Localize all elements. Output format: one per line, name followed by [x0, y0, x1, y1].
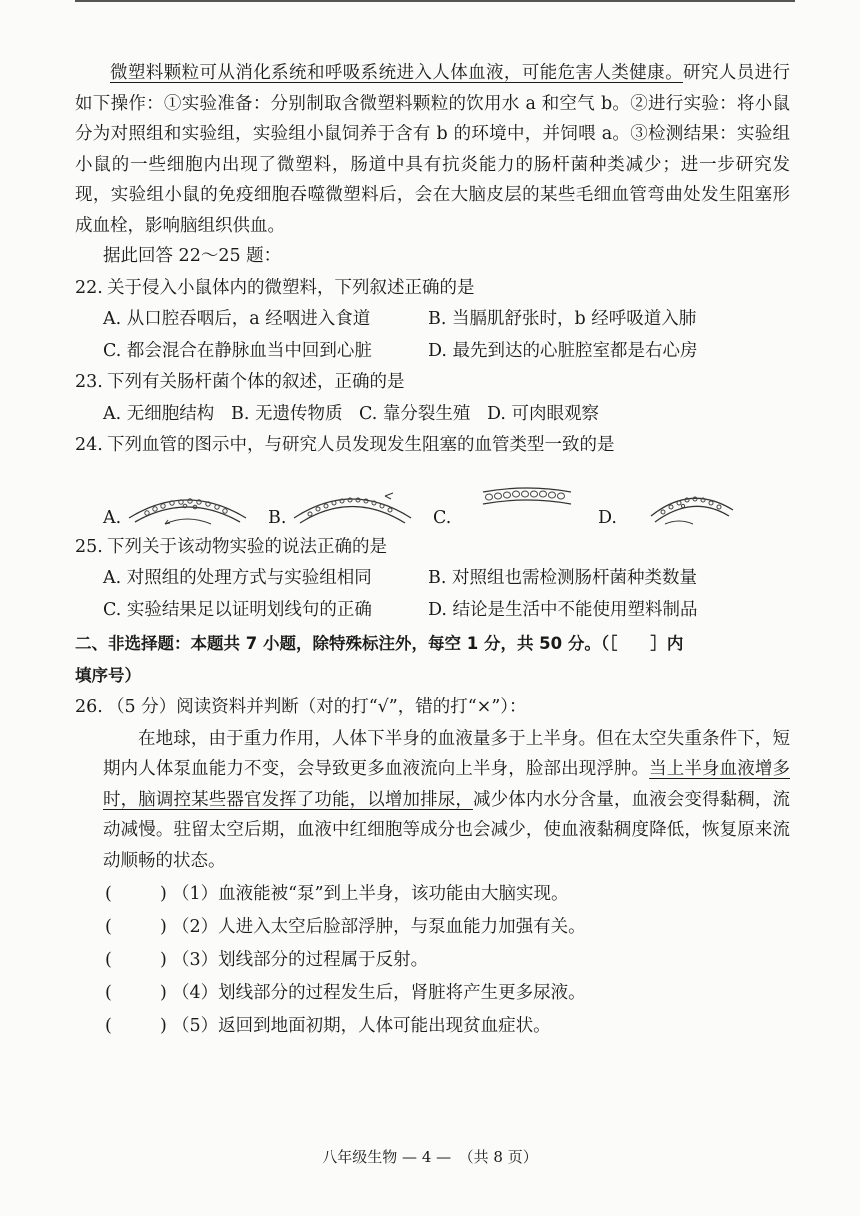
- question-23: [75, 367, 790, 399]
- judge-item-3: [75, 944, 790, 977]
- answer-paren-close: ): [160, 1016, 167, 1036]
- vessel-option-a: [103, 478, 268, 528]
- passage: [75, 58, 790, 241]
- page-footer: 八年级生物 — 4 — （共 8 页）: [322, 1148, 538, 1166]
- vessel-b-figure: [290, 478, 415, 528]
- answer-paren-open[interactable]: (: [105, 950, 112, 970]
- option-a: A. 从口腔吞咽后，a 经咽进入食道: [103, 309, 371, 329]
- q26-passage-underlined: 当上半身血液增多时，脑调控某些器官发挥了功能，以增加排尿，: [103, 759, 791, 810]
- judge-item-4: [75, 977, 790, 1010]
- options-row: [75, 399, 790, 431]
- q26-passage: [103, 724, 790, 877]
- passage-text: 研究人员进行如下操作：①实验准备：分别制取含微塑料颗粒的饮用水 a 和空气 b。②进行实验：将小鼠分为对照组和实验组，实验组小鼠饲养于含有 b 的环境中，并饲喂 a。③检测结果：实验组小鼠的一些细胞内出现了微塑料，肠道中具有抗炎能力的肠杆菌种类减少；进一步研究发现，实验组小鼠的免疫细胞吞噬微塑料后，会在大脑皮层的某些毛细血管弯曲处发生阻塞形成血栓，影响脑组织供血。: [75, 63, 791, 236]
- answer-paren-open[interactable]: (: [105, 884, 112, 904]
- judge-statement: （3）划线部分的过程属于反射。: [172, 950, 429, 970]
- options-row: [75, 304, 790, 336]
- option-b: B. 无遗传物质: [231, 403, 343, 424]
- judge-item-5: [75, 1010, 790, 1043]
- question-stem: 下列关于该动物实验的说法正确的是: [107, 536, 387, 557]
- question-24: [75, 430, 790, 462]
- option-label: C.: [433, 507, 452, 528]
- option-c: C. 都会混合在静脉血当中回到心脏: [103, 340, 372, 361]
- section-2-heading-cont: 填序号）: [75, 666, 141, 685]
- question-number: 26.: [75, 697, 103, 717]
- answer-paren-close: ): [160, 917, 167, 937]
- options-row: [75, 336, 790, 368]
- judge-statement: （5）返回到地面初期，人体可能出现贫血症状。: [172, 1016, 551, 1036]
- vessel-c-figure: [455, 478, 580, 528]
- q26-passage-text-2: 减少体内水分含量，血液会变得黏稠，流动减慢。驻留太空后期，血液中红细胞等成分也会减少，使血液黏稠度降低，恢复原来流动顺畅的状态。: [103, 789, 791, 871]
- option-b: B. 对照组也需检测肠杆菌种类数量: [428, 568, 697, 588]
- answer-paren-close: ): [160, 983, 167, 1003]
- question-number: 22.: [75, 277, 103, 298]
- judge-item-1: [75, 878, 790, 911]
- top-rule: [75, 0, 795, 8]
- judge-item-2: [75, 911, 790, 944]
- judge-statement: （4）划线部分的过程发生后，肾脏将产生更多尿液。: [172, 983, 586, 1003]
- question-stem: 关于侵入小鼠体内的微塑料，下列叙述正确的是: [107, 277, 475, 298]
- question-stem: （5 分）阅读资料并判断（对的打“√”，错的打“×”）：: [107, 697, 527, 717]
- vessel-option-c: [433, 478, 598, 528]
- instruction: 据此回答 22～25 题：: [103, 246, 282, 266]
- question-22: [75, 273, 790, 305]
- options-row: [75, 563, 790, 595]
- question-number: 23.: [75, 372, 103, 392]
- option-d: D. 可肉眼观察: [487, 403, 600, 424]
- judge-statement: （1）血液能被“泵”到上半身，该功能由大脑实现。: [172, 884, 569, 904]
- question-25: [75, 532, 790, 564]
- section-2-heading: 二、非选择题：本题共 7 小题，除特殊标注外，每空 1 分，共 50 分。（［ ］内: [75, 634, 684, 653]
- question-number: 25.: [75, 536, 103, 557]
- vessel-option-d: [598, 478, 763, 528]
- answer-paren-open[interactable]: (: [105, 917, 112, 937]
- passage-underlined: 微塑料颗粒可从消化系统和呼吸系统进入人体血液，可能危害人类健康。: [110, 63, 683, 83]
- question-26: [75, 692, 790, 724]
- exam-page: [75, 58, 790, 1043]
- option-label: A.: [103, 507, 122, 528]
- option-c: C. 实验结果足以证明划线句的正确: [103, 599, 372, 620]
- q26-passage-text: 在地球，由于重力作用，人体下半身的血液量多于上半身。但在太空失重条件下，短期内人体泵血能力不变，会导致更多血液流向上半身，脸部出现浮肿。: [103, 728, 790, 779]
- question-stem: 下列血管的图示中，与研究人员发现发生阻塞的血管类型一致的是: [107, 435, 615, 455]
- vessel-a-figure: [125, 478, 250, 528]
- option-a: A. 无细胞结构: [103, 403, 215, 424]
- option-b: B. 当膈肌舒张时，b 经呼吸道入肺: [428, 309, 697, 329]
- vessel-d-figure: [621, 478, 746, 528]
- vessel-figures: [75, 466, 790, 528]
- question-stem: 下列有关肠杆菌个体的叙述，正确的是: [107, 372, 405, 392]
- option-label: D.: [598, 507, 617, 528]
- answer-paren-open[interactable]: (: [105, 983, 112, 1003]
- option-a: A. 对照组的处理方式与实验组相同: [103, 568, 372, 588]
- question-number: 24.: [75, 435, 103, 455]
- option-label: B.: [268, 507, 287, 528]
- answer-paren-close: ): [160, 884, 167, 904]
- answer-paren-close: ): [160, 950, 167, 970]
- option-c: C. 靠分裂生殖: [359, 403, 471, 424]
- answer-paren-open[interactable]: (: [105, 1016, 112, 1036]
- vessel-option-b: [268, 478, 433, 528]
- option-d: D. 结论是生活中不能使用塑料制品: [428, 599, 698, 620]
- option-d: D. 最先到达的心脏腔室都是右心房: [428, 340, 698, 361]
- options-row: [75, 595, 790, 627]
- judge-statement: （2）人进入太空后脸部浮肿，与泵血能力加强有关。: [172, 917, 586, 937]
